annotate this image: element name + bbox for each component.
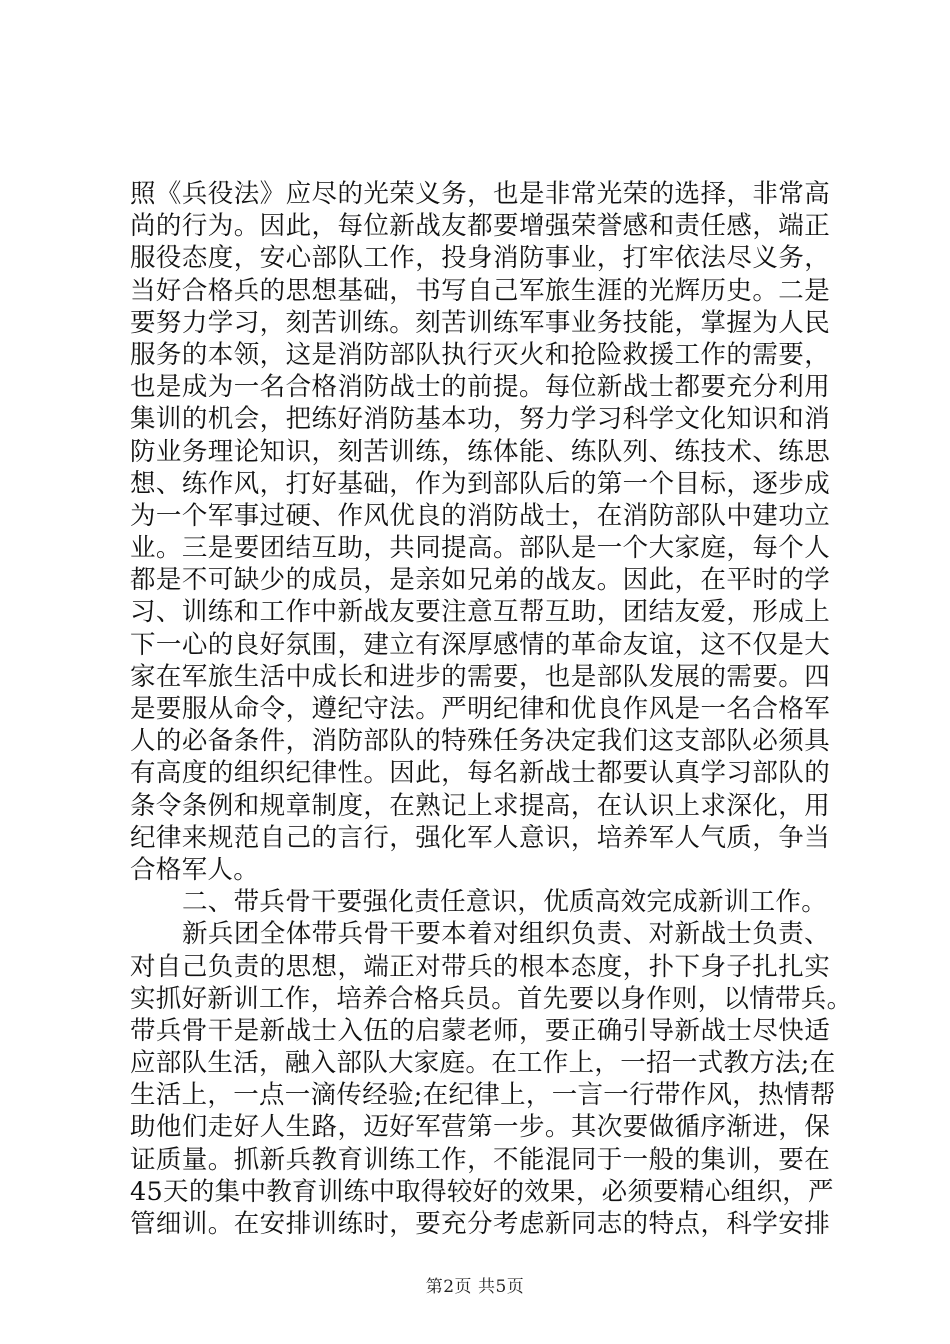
- text-line: 服务的本领，这是消防部队执行灭火和抢险救援工作的需要，: [130, 339, 830, 370]
- text-line: 有高度的组织纪律性。因此，每名新战士都要认真学习部队的: [130, 758, 830, 789]
- text-line: 防业务理论知识，刻苦训练，练体能、练队列、练技术、练思: [130, 436, 830, 467]
- text-line: 尚的行为。因此，每位新战友都要增强荣誉感和责任感，端正: [130, 211, 830, 242]
- text-line: 管细训。在安排训练时，要充分考虑新同志的特点，科学安排: [130, 1209, 830, 1239]
- text-line: 都是不可缺少的成员，是亲如兄弟的战友。因此，在平时的学: [130, 565, 830, 596]
- section-heading: 二、带兵骨干要强化责任意识，优质高效完成新训工作。: [182, 887, 828, 918]
- text-line: 应部队生活，融入部队大家庭。在工作上，一招一式教方法;在: [130, 1048, 836, 1079]
- text-line: 条令条例和规章制度，在熟记上求提高，在认识上求深化，用: [130, 790, 830, 821]
- text-line: 45天的集中教育训练中取得较好的效果，必须要精心组织，严: [130, 1176, 834, 1207]
- text-line: 纪律来规范自己的言行，强化军人意识，培养军人气质，争当: [130, 822, 830, 853]
- text-line: 想、练作风，打好基础，作为到部队后的第一个目标，逐步成: [130, 468, 830, 499]
- text-line: 为一个军事过硬、作风优良的消防战士，在消防部队中建功立: [130, 500, 830, 531]
- text-line: 新兵团全体带兵骨干要本着对组织负责、对新战士负责、: [182, 919, 830, 950]
- text-line: 带兵骨干是新战士入伍的启蒙老师，要正确引导新战士尽快适: [130, 1015, 830, 1046]
- text-line: 要努力学习，刻苦训练。刻苦训练军事业务技能，掌握为人民: [130, 307, 830, 338]
- text-line: 下一心的良好氛围，建立有深厚感情的革命友谊，这不仅是大: [130, 629, 830, 660]
- text-line: 对自己负责的思想，端正对带兵的根本态度，扑下身子扎扎实: [130, 951, 830, 982]
- text-line: 业。三是要团结互助，共同提高。部队是一个大家庭，每个人: [130, 533, 830, 564]
- text-line: 家在军旅生活中成长和进步的需要，也是部队发展的需要。四: [130, 661, 830, 692]
- text-line: 集训的机会，把练好消防基本功，努力学习科学文化知识和消: [130, 404, 830, 435]
- text-line: 生活上，一点一滴传经验;在纪律上，一言一行带作风，热情帮: [130, 1080, 836, 1111]
- text-line: 习、训练和工作中新战友要注意互帮互助，团结友爱，形成上: [130, 597, 830, 628]
- document-body: [130, 178, 853, 1240]
- text-line: 人的必备条件，消防部队的特殊任务决定我们这支部队必须具: [130, 726, 830, 757]
- text-line: 证质量。抓新兵教育训练工作，不能混同于一般的集训，要在: [130, 1144, 830, 1175]
- text-line: 合格军人。: [130, 854, 260, 885]
- text-line: 也是成为一名合格消防战士的前提。每位新战士都要充分利用: [130, 372, 830, 403]
- text-line: 是要服从命令，遵纪守法。严明纪律和优良作风是一名合格军: [130, 694, 830, 724]
- text-line: 实抓好新训工作，培养合格兵员。首先要以身作则，以情带兵。: [130, 983, 853, 1014]
- text-line: 助他们走好人生路，迈好军营第一步。其次要做循序渐进，保: [130, 1112, 830, 1143]
- text-line: 当好合格兵的思想基础，书写自己军旅生涯的光辉历史。二是: [130, 275, 830, 306]
- page-number-footer: 第2页 共5页: [425, 1277, 525, 1297]
- text-line: 照《兵役法》应尽的光荣义务，也是非常光荣的选择，非常高: [130, 179, 830, 209]
- text-line: 服役态度，安心部队工作，投身消防事业，打牢依法尽义务，: [130, 243, 830, 274]
